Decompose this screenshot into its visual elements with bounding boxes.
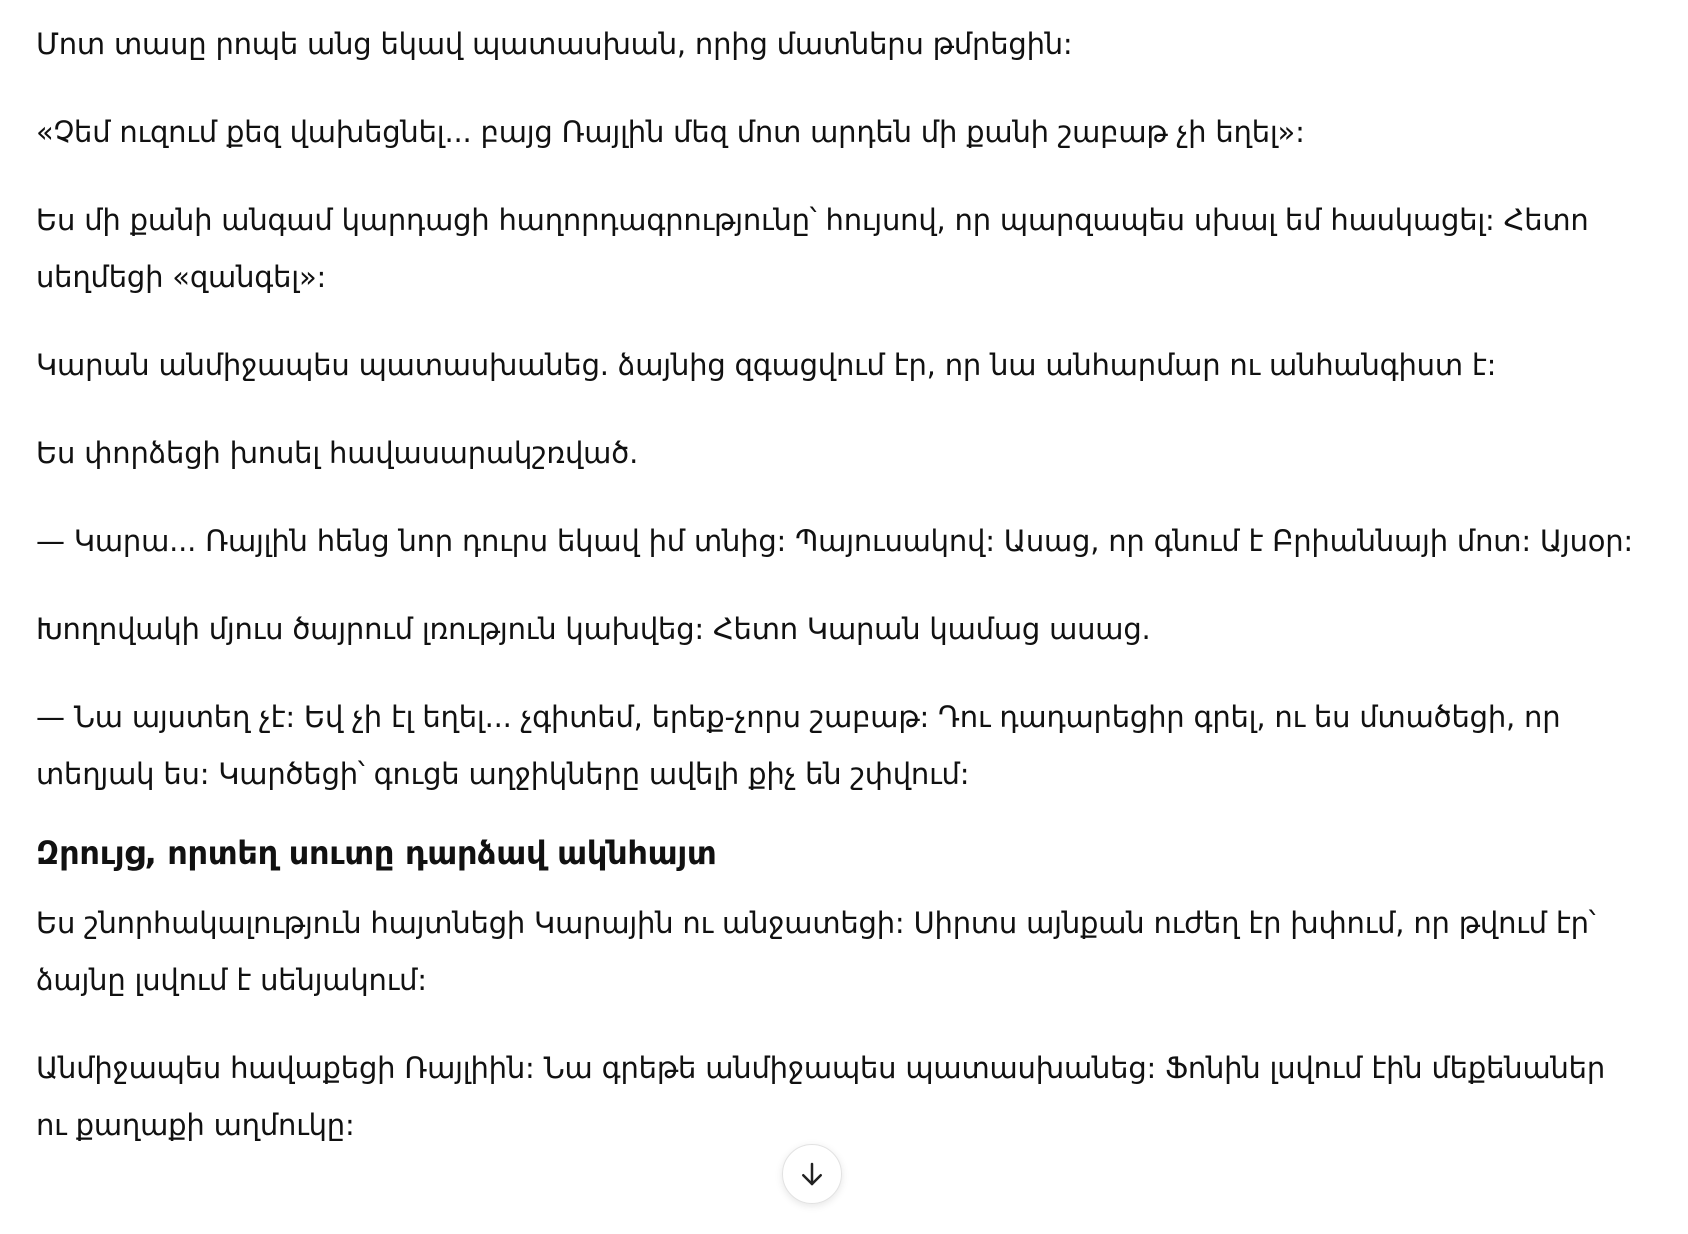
scroll-down-button[interactable] xyxy=(782,1144,842,1204)
paragraph-2: «Չեմ ուզում քեզ վախեցնել... բայց Ռայլին մեզ մոտ արդեն մի քանի շաբաթ չի եղել»: xyxy=(36,115,1305,149)
paragraph-5: Ես փորձեցի խոսել հավասարակշռված. xyxy=(36,436,639,470)
section-heading: Զրույց, որտեղ սուտը դարձավ ակնհայտ xyxy=(36,834,717,872)
paragraph-8: — Նա այստեղ չէ: Եվ չի էլ եղել... չգիտեմ, երեք-չորս շաբաթ: Դու դադարեցիր գրել, ու ես մտածեցի, որ տեղյակ ես: Կարծեցի՝ գուցե աղջիկները ավելի քիչ են շփվում: xyxy=(36,700,1561,791)
paragraph-9: Ես շնորհակալություն հայտնեցի Կարային ու անջատեցի: Սիրտս այնքան ուժեղ էր խփում, որ թվում էր՝ ձայնը լսվում է սենյակում: xyxy=(36,906,1596,997)
paragraph-10: Անմիջապես հավաքեցի Ռայլիին: Նա գրեթե անմիջապես պատասխանեց: Ֆոնին լսվում էին մեքենաներ ու քաղաքի աղմուկը: xyxy=(36,1051,1606,1142)
paragraph-3: Ես մի քանի անգամ կարդացի հաղորդագրությունը՝ հույսով, որ պարզապես սխալ եմ հասկացել: Հետո սեղմեցի «զանգել»: xyxy=(36,203,1589,294)
article-body xyxy=(36,16,1636,1185)
paragraph-7: Խողովակի մյուս ծայրում լռություն կախվեց: Հետո Կարան կամաց ասաց. xyxy=(36,612,1151,646)
paragraph-1: Մոտ տասը րոպե անց եկավ պատասխան, որից մատներս թմրեցին: xyxy=(36,27,1073,61)
paragraph-4: Կարան անմիջապես պատասխանեց. ձայնից զգացվում էր, որ նա անհարմար ու անհանգիստ է: xyxy=(36,348,1497,382)
paragraph-6: — Կարա... Ռայլին հենց նոր դուրս եկավ իմ տնից: Պայուսակով: Ասաց, որ գնում է Բրիաննայի մոտ: Այսօր: xyxy=(36,524,1633,558)
arrow-down-icon xyxy=(797,1159,827,1189)
